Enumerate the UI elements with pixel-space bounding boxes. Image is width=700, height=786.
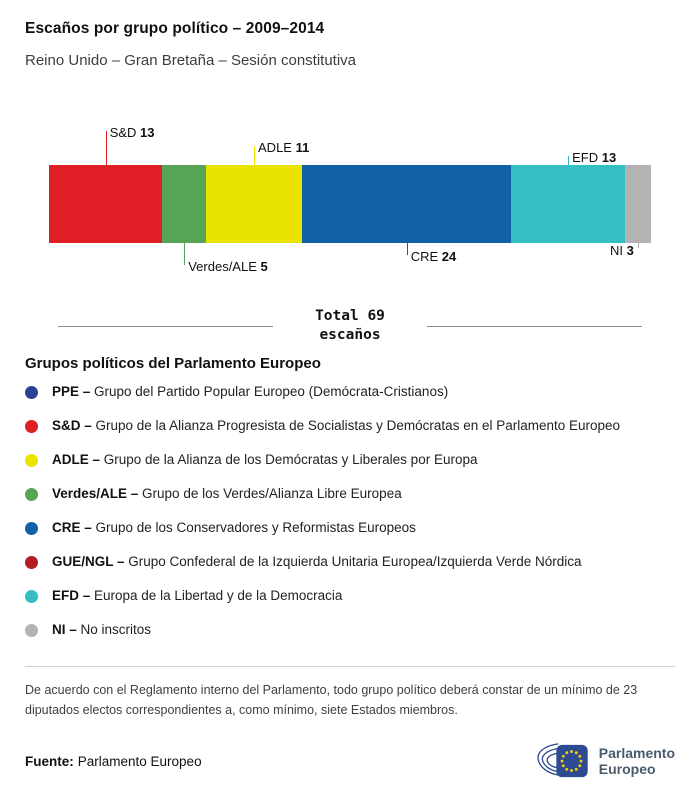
source-label: Fuente:	[25, 753, 74, 769]
total-seats-line1: Total 69	[315, 308, 385, 324]
group-color-dot	[25, 420, 38, 433]
eu-parliament-logo-icon	[536, 742, 590, 780]
legend-item-label: ADLE – Grupo de la Alianza de los Demócratas y Liberales por Europa	[52, 452, 478, 468]
legend-item-label: Verdes/ALE – Grupo de los Verdes/Alianza Libre Europea	[52, 486, 402, 502]
callout-line-sd	[106, 131, 107, 165]
group-color-dot	[25, 488, 38, 501]
legend-item-ppe	[25, 384, 675, 400]
callout-line-ni	[638, 243, 639, 248]
bar-segment-sd	[49, 165, 162, 243]
segment-label-ni: NI 3	[610, 243, 634, 258]
legend-item-adle	[25, 452, 675, 468]
legend-item-sd	[25, 418, 675, 434]
footnote-text: De acuerdo con el Reglamento interno del Parlamento, todo grupo político deberá constar de un mínimo de 23 diputados electos correspondientes a, como mínimo, siete Estados miembros.	[25, 683, 638, 717]
legend-item-gue-ngl	[25, 554, 675, 570]
footer	[25, 742, 675, 780]
total-seats-line2: escaños	[319, 327, 381, 344]
segment-label-cre: CRE 24	[410, 249, 457, 264]
callout-line-efd	[568, 156, 569, 165]
legend-list	[25, 384, 675, 638]
segment-label-adle: ADLE 11	[258, 140, 310, 155]
group-color-dot	[25, 522, 38, 535]
legend-item-label: GUE/NGL – Grupo Confederal de la Izquierda Unitaria Europea/Izquierda Verde Nórdica	[52, 554, 582, 570]
ep-logo-text	[599, 745, 675, 777]
divider-rule-left	[58, 326, 273, 327]
segment-label-efd: EFD 13	[572, 150, 617, 165]
callouts-bottom	[49, 243, 651, 283]
callout-line-cre	[407, 243, 408, 255]
group-color-dot	[25, 624, 38, 637]
total-divider	[58, 307, 642, 345]
legend-heading: Grupos políticos del Parlamento Europeo	[25, 355, 321, 373]
group-color-dot	[25, 556, 38, 569]
ep-logo-text-line2: Europeo	[598, 761, 656, 777]
group-color-dot	[25, 454, 38, 467]
segment-label-verdes-ale: Verdes/ALE 5	[188, 259, 268, 274]
bar-segment-verdes-ale	[162, 165, 206, 243]
callout-line-adle	[254, 146, 255, 165]
source-value: Parlamento Europeo	[77, 753, 202, 769]
legend-item-label: S&D – Grupo de la Alianza Progresista de Socialistas y Demócratas en el Parlamento Europeo	[52, 418, 621, 434]
legend-item-label: CRE – Grupo de los Conservadores y Reformistas Europeos	[52, 520, 416, 536]
source-line	[25, 754, 202, 769]
legend	[25, 355, 675, 638]
legend-item-efd	[25, 588, 675, 604]
legend-item-label: EFD – Europa de la Libertad y de la Democracia	[52, 588, 343, 604]
group-color-dot	[25, 386, 38, 399]
legend-item-verdes-ale	[25, 486, 675, 502]
bar-segment-adle	[206, 165, 302, 243]
bar-segment-ni	[625, 165, 651, 243]
callout-line-verdes-ale	[184, 243, 185, 265]
legend-item-label: PPE – Grupo del Partido Popular Europeo (Demócrata-Cristianos)	[52, 384, 449, 400]
page-title: Escaños por grupo político – 2009–2014	[25, 20, 325, 37]
legend-item-cre	[25, 520, 675, 536]
legend-item-label: NI – No inscritos	[52, 622, 152, 638]
divider-rule-right	[427, 326, 642, 327]
header	[25, 20, 675, 69]
ep-logo	[536, 742, 675, 780]
seats-bar-chart	[49, 121, 651, 283]
legend-item-ni	[25, 622, 675, 638]
page-subtitle: Reino Unido – Gran Bretaña – Sesión constitutiva	[25, 52, 357, 69]
bar-segment-cre	[302, 165, 511, 243]
total-seats-label	[273, 307, 427, 345]
callouts-top	[49, 121, 651, 165]
stacked-bar	[49, 165, 651, 243]
ep-logo-text-line1: Parlamento	[598, 744, 675, 761]
bar-segment-efd	[511, 165, 624, 243]
footnote-divider	[25, 666, 675, 667]
segment-label-sd: S&D 13	[109, 125, 155, 140]
group-color-dot	[25, 590, 38, 603]
